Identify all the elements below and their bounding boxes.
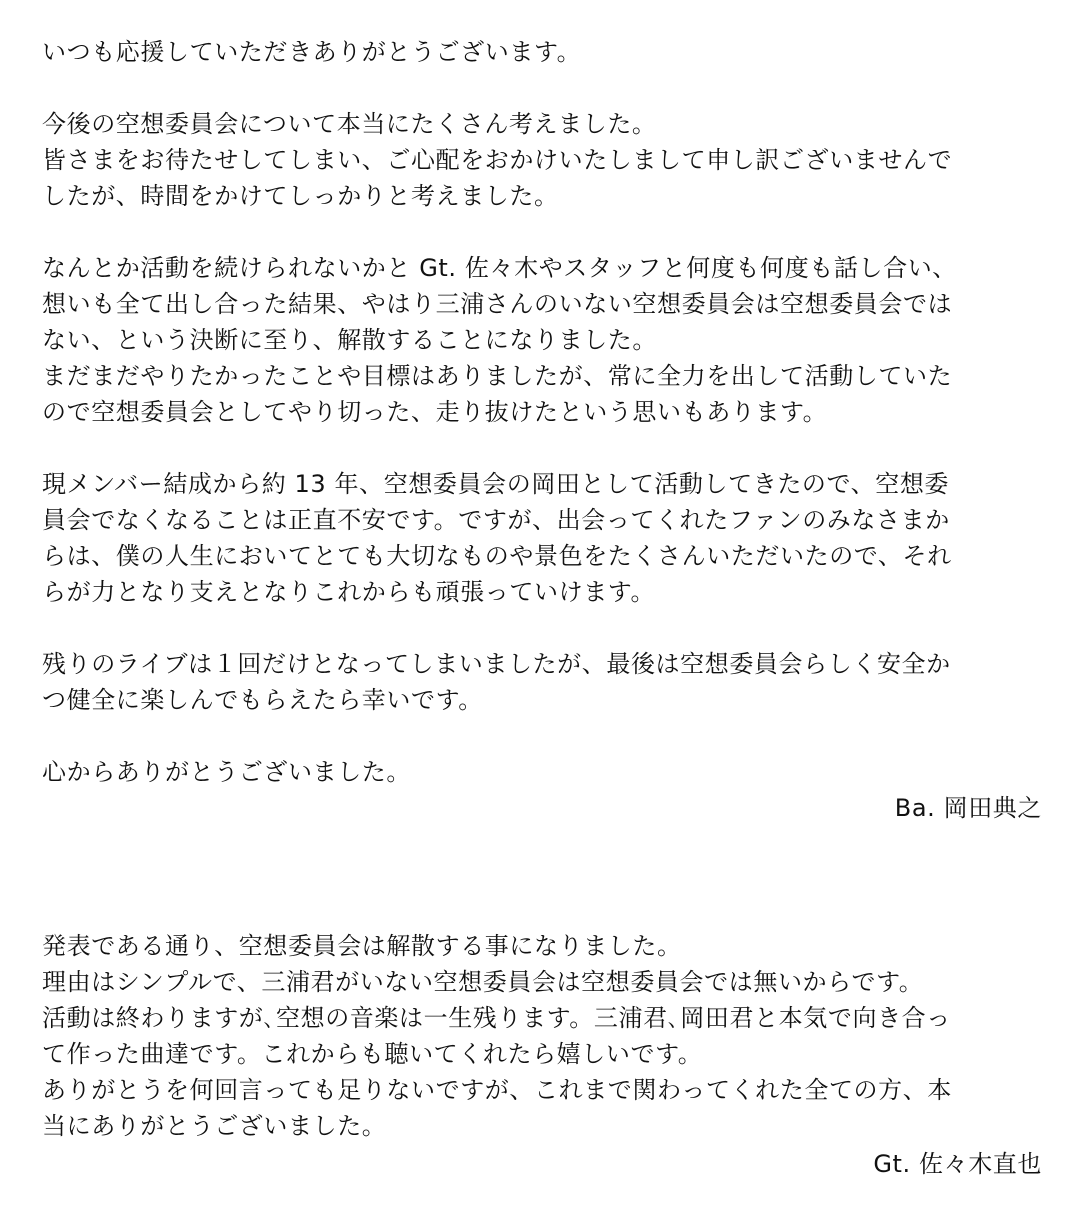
okada-signature: Ba. 岡田典之 (894, 794, 1042, 822)
sasaki-line-3: 活動は終わりますが､空想の音楽は一生残ります。三浦君､岡田君と本気で向き合っ (42, 1004, 951, 1032)
okada-line-6: 想いも全て出し合った結果、やはり三浦さんのいない空想委員会は空想委員会では (42, 290, 953, 318)
okada-line-9: ので空想委員会としてやり切った、走り抜けたという思いもあります。 (42, 398, 828, 426)
sasaki-line-6: 当にありがとうございました。 (42, 1112, 387, 1140)
okada-line-12: らは、僕の人生においてとても大切なものや景色をたくさんいただいたので、それ (42, 542, 952, 570)
okada-line-13: らが力となり支えとなりこれからも頑張っていけます。 (42, 578, 656, 606)
okada-line-11: 員会でなくなることは正直不安です。ですが、出会ってくれたファンのみなさまか (42, 506, 950, 534)
sasaki-line-5: ありがとうを何回言っても足りないですが、これまで関わってくれた全ての方、本 (42, 1076, 952, 1104)
okada-line-16: 心からありがとうございました。 (42, 758, 411, 786)
okada-line-4: したが、時間をかけてしっかりと考えました。 (42, 182, 559, 210)
okada-line-5: なんとか活動を続けられないかと Gt. 佐々木やスタッフと何度も何度も話し合い、 (42, 254, 957, 282)
statement-document (42, 0, 1042, 1217)
okada-line-15: つ健全に楽しんでもらえたら幸いです。 (42, 686, 483, 714)
sasaki-signature: Gt. 佐々木直也 (873, 1150, 1042, 1178)
sasaki-line-1: 発表である通り、空想委員会は解散する事になりました。 (42, 932, 682, 960)
okada-line-2: 今後の空想委員会について本当にたくさん考えました。 (42, 110, 657, 138)
sasaki-line-4: て作った曲達です。これからも聴いてくれたら嬉しいです。 (42, 1040, 703, 1068)
okada-line-7: ない、という決断に至り、解散することになりました。 (42, 326, 657, 354)
okada-line-1: いつも応援していただきありがとうございます。 (42, 38, 582, 66)
sasaki-line-2: 理由はシンプルで、三浦君がいない空想委員会は空想委員会では無いからです。 (42, 968, 924, 996)
okada-line-3: 皆さまをお待たせしてしまい、ご心配をおかけいたしまして申し訳ございませんで (42, 146, 953, 174)
okada-line-10: 現メンバー結成から約 13 年、空想委員会の岡田として活動してきたので、空想委 (42, 470, 950, 498)
okada-line-14: 残りのライブは１回だけとなってしまいましたが、最後は空想委員会らしく安全か (42, 650, 951, 678)
okada-line-8: まだまだやりたかったことや目標はありましたが、常に全力を出して活動していた (42, 362, 953, 390)
